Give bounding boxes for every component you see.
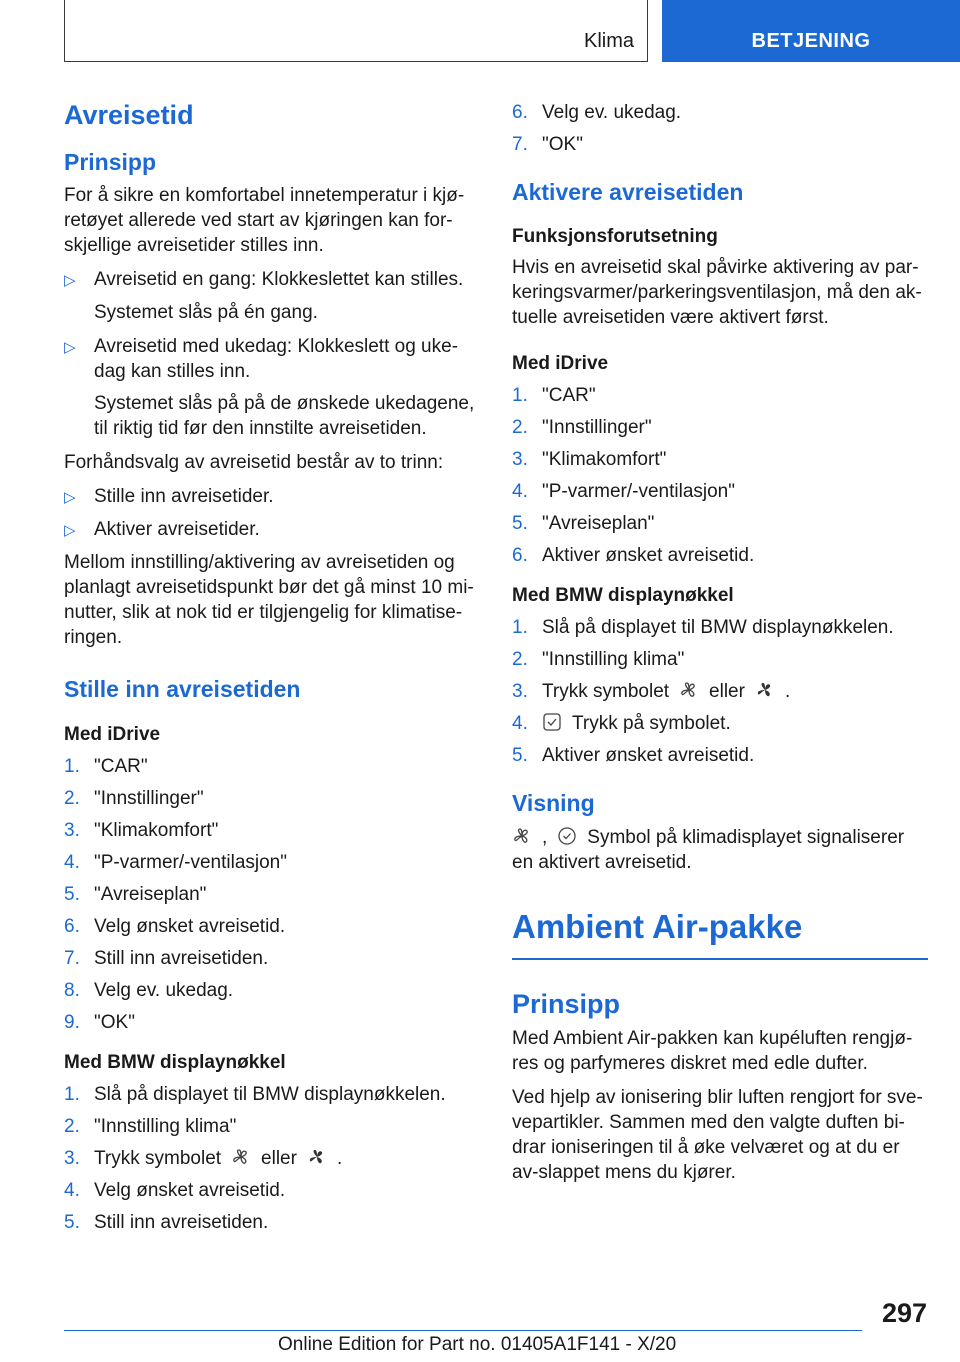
step-text-part: eller	[261, 1147, 297, 1169]
bullet-subtext: Systemet slås på på de ønskede ukedagene, til riktig tid før den innstilte avreisetiden.	[94, 392, 475, 439]
list-item	[64, 946, 480, 971]
left-column	[64, 100, 480, 1251]
list-item	[512, 711, 928, 736]
bullet-triangle-icon: ▷	[64, 338, 76, 356]
list-item	[512, 543, 928, 568]
step-text: "CAR"	[542, 384, 596, 406]
list-item	[64, 1178, 480, 1203]
step-number: 4.	[512, 712, 528, 734]
list-item	[64, 1114, 480, 1139]
func-text: Hvis en avreisetid skal påvirke aktivering av par-keringsvarmer/parkeringsventilasjon, må den ak-tuelle avreisetiden være aktivert først.	[512, 257, 922, 329]
ambient-title: Ambient Air-pakke	[512, 909, 928, 959]
fan-icon	[231, 1147, 251, 1167]
activate-heading: Aktivere avreisetiden	[512, 179, 744, 205]
fan-icon	[679, 680, 699, 700]
list-item	[512, 415, 928, 440]
step-number: 5.	[64, 1211, 80, 1233]
bullet-text: Avreisetid en gang: Klokkeslettet kan stilles.	[94, 268, 464, 290]
bullet-triangle-icon: ▷	[64, 271, 76, 289]
list-item	[512, 479, 928, 504]
fan-bold-icon	[307, 1147, 327, 1167]
principle-heading: Prinsipp	[64, 149, 157, 176]
step-number: 5.	[64, 883, 80, 905]
step-number: 7.	[512, 134, 528, 155]
header-frame	[64, 0, 648, 62]
step-text	[94, 1146, 342, 1171]
key-heading: Med BMW displaynøkkel	[64, 1051, 286, 1073]
list-item	[512, 447, 928, 472]
step-number: 3.	[64, 1147, 80, 1169]
fan-icon	[512, 826, 532, 846]
step-number: 6.	[64, 915, 80, 937]
right-column	[512, 100, 928, 1194]
step-text-part: .	[784, 680, 791, 702]
step-number: 2.	[64, 1115, 80, 1137]
step-text: Slå på displayet til BMW displaynøkkelen.	[94, 1083, 446, 1105]
step-number: 3.	[64, 819, 80, 841]
step-text: "Klimakomfort"	[542, 448, 667, 470]
footer-edition: Online Edition for Part no. 01405A1F141 - X/20	[278, 1334, 677, 1355]
list-item	[512, 743, 928, 768]
bullet-item	[64, 517, 480, 543]
clock-check-icon	[542, 712, 562, 732]
list-item	[64, 818, 480, 843]
step-text: "OK"	[94, 1011, 135, 1033]
list-item	[64, 850, 480, 875]
fan-bold-icon	[755, 680, 775, 700]
display-separator: ,	[542, 827, 548, 849]
step-text: Velg ev. ukedag.	[542, 102, 682, 123]
step-text: Still inn avreisetiden.	[94, 1211, 269, 1233]
step-text	[542, 711, 731, 736]
bullet-text: Stille inn avreisetider.	[94, 485, 274, 507]
bullet-text: Avreisetid med ukedag: Klokkeslett og uke-dag kan stilles inn.	[94, 335, 459, 382]
step-text: "OK"	[542, 134, 583, 155]
key-steps-list	[64, 1082, 480, 1235]
list-item	[64, 978, 480, 1003]
list-item	[64, 786, 480, 811]
principle-text: For å sikre en komfortabel innetemperatur i kjø-retøyet allerede ved start av kjøringen kan for-skjellige avreisetider stilles inn.	[64, 184, 465, 256]
bullet-text: Aktiver avreisetider.	[94, 518, 260, 540]
step-text-part: Trykk på symbolet.	[572, 712, 731, 734]
list-item	[512, 647, 928, 672]
step-number: 3.	[512, 448, 528, 470]
step-text: Aktiver ønsket avreisetid.	[542, 744, 755, 766]
key-steps-list	[512, 615, 928, 768]
step-text: Slå på displayet til BMW displaynøkkelen.	[542, 616, 894, 638]
idrive-steps-list	[512, 383, 928, 568]
step-text	[542, 679, 790, 704]
step-number: 2.	[512, 416, 528, 438]
step-text: "Innstillinger"	[94, 787, 204, 809]
footer-divider	[64, 1330, 862, 1331]
step-text: "P-varmer/-ventilasjon"	[94, 851, 287, 873]
bullet-triangle-icon: ▷	[64, 488, 76, 506]
list-item	[64, 1210, 480, 1235]
step-number: 3.	[512, 680, 528, 702]
step-text: Velg ev. ukedag.	[94, 979, 234, 1001]
step-text-part: Trykk symbolet	[542, 680, 670, 702]
ambient-text-2: Ved hjelp av ionisering blir luften rengjort for sve-vepartikler. Sammen med den valgte duften bi-drar ioniseringen til å øke velværet og at du er av-slappet mens du kjører.	[512, 1086, 923, 1183]
list-item	[64, 1146, 480, 1171]
step-number: 2.	[512, 648, 528, 670]
step-number: 4.	[512, 480, 528, 502]
step-text: "Innstillinger"	[542, 416, 652, 438]
step-number: 8.	[64, 979, 80, 1001]
step-number: 4.	[64, 1179, 80, 1201]
bullet-item	[64, 484, 480, 510]
clock-check-icon	[557, 826, 577, 846]
list-item	[512, 615, 928, 640]
display-text-body: Symbol på klimadisplayet signaliserer en aktivert avreisetid.	[512, 827, 905, 874]
step-text: Still inn avreisetiden.	[94, 947, 269, 969]
step-text: "Klimakomfort"	[94, 819, 219, 841]
idrive-heading: Med iDrive	[64, 724, 161, 746]
interval-text: Mellom innstilling/aktivering av avreisetiden og planlagt avreisetidspunkt bør det gå minst 10 mi-nutter, slik at nok tid er tilgjengelig for klimatise-ringen.	[64, 551, 474, 648]
step-text: "CAR"	[94, 755, 148, 777]
step-text: "Avreiseplan"	[94, 883, 207, 905]
display-text	[512, 825, 928, 875]
set-heading: Stille inn avreisetiden	[64, 675, 301, 702]
step-number: 1.	[512, 616, 528, 638]
ambient-text-1: Med Ambient Air-pakken kan kupéluften rengjø-res og parfymeres diskret med edle dufter.	[512, 1027, 913, 1074]
ambient-principle-heading: Prinsipp	[512, 988, 621, 1019]
list-item	[512, 679, 928, 704]
step-text: Velg ønsket avreisetid.	[94, 915, 286, 937]
step-text: "Innstilling klima"	[542, 648, 685, 670]
list-item	[64, 754, 480, 779]
header-chapter-tab	[662, 0, 960, 62]
list-item	[512, 100, 928, 125]
step-text-part: eller	[709, 680, 745, 702]
list-item	[64, 1010, 480, 1035]
display-heading: Visning	[512, 789, 595, 816]
bullet-subtext: Systemet slås på én gang.	[94, 301, 318, 323]
step-text: "Innstilling klima"	[94, 1115, 237, 1137]
continued-steps-list	[512, 100, 928, 157]
step-number: 5.	[512, 744, 528, 766]
step-text: "Avreiseplan"	[542, 512, 655, 534]
step-text-part: Trykk symbolet	[94, 1147, 222, 1169]
step-number: 6.	[512, 544, 528, 566]
list-item	[512, 132, 928, 157]
step-number: 5.	[512, 512, 528, 534]
func-heading: Funksjonsforutsetning	[512, 225, 718, 247]
list-item	[64, 1082, 480, 1107]
idrive-heading: Med iDrive	[512, 353, 609, 375]
step-text: Velg ønsket avreisetid.	[94, 1179, 286, 1201]
page-title: Avreisetid	[64, 100, 194, 130]
list-item	[512, 511, 928, 536]
step-number: 9.	[64, 1011, 80, 1033]
list-item	[512, 383, 928, 408]
idrive-steps-list	[64, 754, 480, 1035]
step-number: 6.	[512, 102, 528, 123]
step-number: 4.	[64, 851, 80, 873]
key-heading: Med BMW displaynøkkel	[512, 584, 734, 606]
step-number: 1.	[64, 1083, 80, 1105]
list-item	[64, 914, 480, 939]
step-text: "P-varmer/-ventilasjon"	[542, 480, 735, 502]
step-text: Aktiver ønsket avreisetid.	[542, 544, 755, 566]
preselect-text: Forhåndsvalg av avreisetid består av to trinn:	[64, 451, 444, 473]
bullet-triangle-icon: ▷	[64, 521, 76, 539]
header-section: Klima	[583, 30, 634, 52]
bullet-item	[64, 267, 480, 293]
bullet-item	[64, 334, 480, 384]
list-item	[64, 882, 480, 907]
step-number: 1.	[512, 384, 528, 406]
step-text-part: .	[336, 1147, 343, 1169]
step-number: 2.	[64, 787, 80, 809]
step-number: 1.	[64, 755, 80, 777]
page-number: 297	[881, 1298, 927, 1328]
chapter-label: BETJENING	[751, 30, 871, 52]
step-number: 7.	[64, 947, 80, 969]
